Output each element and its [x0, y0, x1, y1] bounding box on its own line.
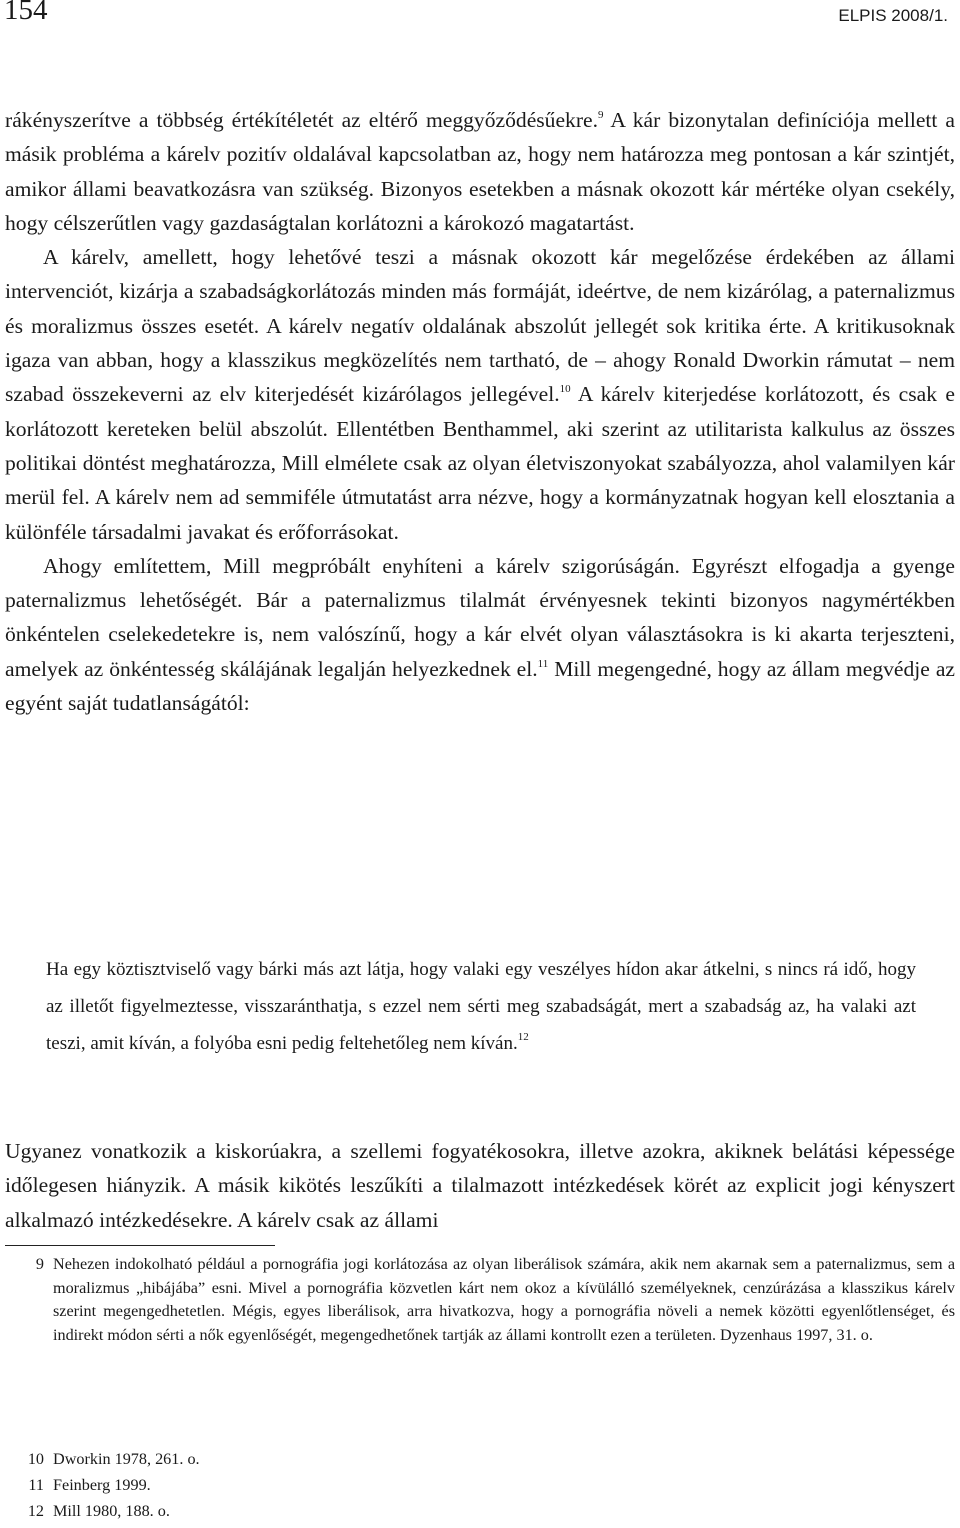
footnote-ref: 10	[559, 383, 571, 396]
footnote-number: 12	[27, 1502, 44, 1520]
footnote-number: 11	[28, 1476, 44, 1494]
paragraph-text: Mill megengedné, hogy az állam megvédje az egyént saját tudatlanságától:	[5, 656, 956, 716]
paragraph	[5, 103, 955, 240]
footnote-text: Feinberg 1999.	[53, 1476, 151, 1494]
paragraph-text: rákényszerítve a többség értékítéletét az eltérő meggyőződésűekre.	[5, 108, 599, 132]
main-text-continued	[5, 1134, 955, 1237]
paragraph-text: A kárelv kiterjedése korlátozott, és csak e korlátozott kereteken belül abszolút. Ellentétben Benthammel, aki szerint az utilitarista kalkulus az összes politikai döntést meghatározza, Mill elmélete csak az olyan életviszonyokat szabályozza, ahol valamilyen kár merül fel. A kárelv nem ad semmiféle útmutatást arra nézve, hogy a kormányzatnak hogyan kell elosztania a különféle társadalmi javakat és erőforrásokat.	[5, 382, 955, 544]
footnote-text: Nehezen indokolható például a pornográfia jogi korlátozása az olyan liberálisok számára, akik nem akarnak sem a paternalizmus, sem a moralizmus „hibájába” esni. Mivel a pornográfia közvetlen kárt nem okoz a kívülálló személyeknek, cenzúrázása a klasszikus kárelv szerint megengedhetetlen. Mégis, egyes liberálisok, arra hivatkozva, hogy a pornográfia növeli a nemek közötti egyenlőtlenséget, és indirekt módon sérti a nők egyenlőségét, megengedhetőnek tartják az állami kontrollt ezen a területen. Dyzenhaus 1997, 31. o.	[53, 1255, 955, 1345]
footnote-text: Dworkin 1978, 261. o.	[53, 1450, 200, 1468]
paragraph-text: A kár bizonytalan definíciója mellett a másik probléma a kárelv pozitív oldalával kapcsolatban az, hogy nem határozza meg pontosan a kár szintjét, amikor állami beavatkozásra van szükség. Bizonyos esetekben a másnak okozott kár mértéke olyan csekély, hogy célszerűtlen vagy gazdaságtalan korlátozni a károkozó magatartást.	[5, 108, 955, 235]
quote-text: Ha egy köztisztviselő vagy bárki más azt látja, hogy valaki egy veszélyes hídon akar átkelni, s nincs rá idő, hogy az illetőt figyelmeztesse, visszaránthatja, s ezzel nem sérti meg szabadságát, mert a szabadság az, ha valaki azt teszi, amit kíván, a folyóba esni pedig feltehetőleg nem kíván.	[46, 959, 916, 1054]
paragraph	[5, 240, 955, 549]
footnote-number: 10	[27, 1450, 44, 1468]
block-quote	[46, 952, 916, 1062]
footnote-ref: 11	[537, 657, 549, 670]
paragraph-text: A kárelv, amellett, hogy lehetővé teszi a másnak okozott kár megelőzése érdekében az állami intervenciót, kizárja a szabadságkorlátozás minden más formáját, ideértve, de nem kizárólag, a paternalizmus és moralizmus összes esetét. A kárelv negatív oldalának abszolút jellegét sok kritika érte. A kritikusoknak igaza van abban, hogy a klasszikus megközelítés nem tartható, de – ahogy Ronald Dworkin rámutat – nem szabad összekeverni az elv kiterjedését kizárólagos jellegével.	[5, 245, 955, 407]
footnote-number: 9	[35, 1255, 44, 1273]
footnote-divider	[5, 1245, 275, 1246]
main-text	[5, 103, 955, 720]
footnote-ref: 9	[598, 109, 604, 121]
journal-title: ELPIS 2008/1.	[838, 6, 948, 25]
footnote-ref: 12	[517, 1030, 529, 1043]
paragraph: Ugyanez vonatkozik a kiskorúakra, a szellemi fogyatékosokra, illetve azokra, akiknek belátási képessége időlegesen hiányzik. A másik kikötés leszűkíti a tilalmazott intézkedések körét az explicit jogi kényszert alkalmazó intézkedésekre. A kárelv csak az állami	[5, 1139, 955, 1232]
page-number: 154	[4, 0, 48, 26]
paragraph-text: Ahogy említettem, Mill megpróbált enyhíteni a kárelv szigorúságán. Egyrészt elfogadja a gyenge paternalizmus lehetőségét. Bár a paternalizmus tilalmát érvényesnek tekinti bizonyos nagymértékben önkéntelen cselekedetekre is, nem valószínű, hogy a kár elvét olyan választásokra is ki akarta terjeszteni, amelyek az önkéntesség skálájának legalján helyezkednek el.	[5, 553, 955, 681]
footnote-text: Mill 1980, 188. o.	[53, 1502, 170, 1520]
quote-paragraph	[46, 952, 916, 1062]
paragraph	[5, 549, 955, 720]
